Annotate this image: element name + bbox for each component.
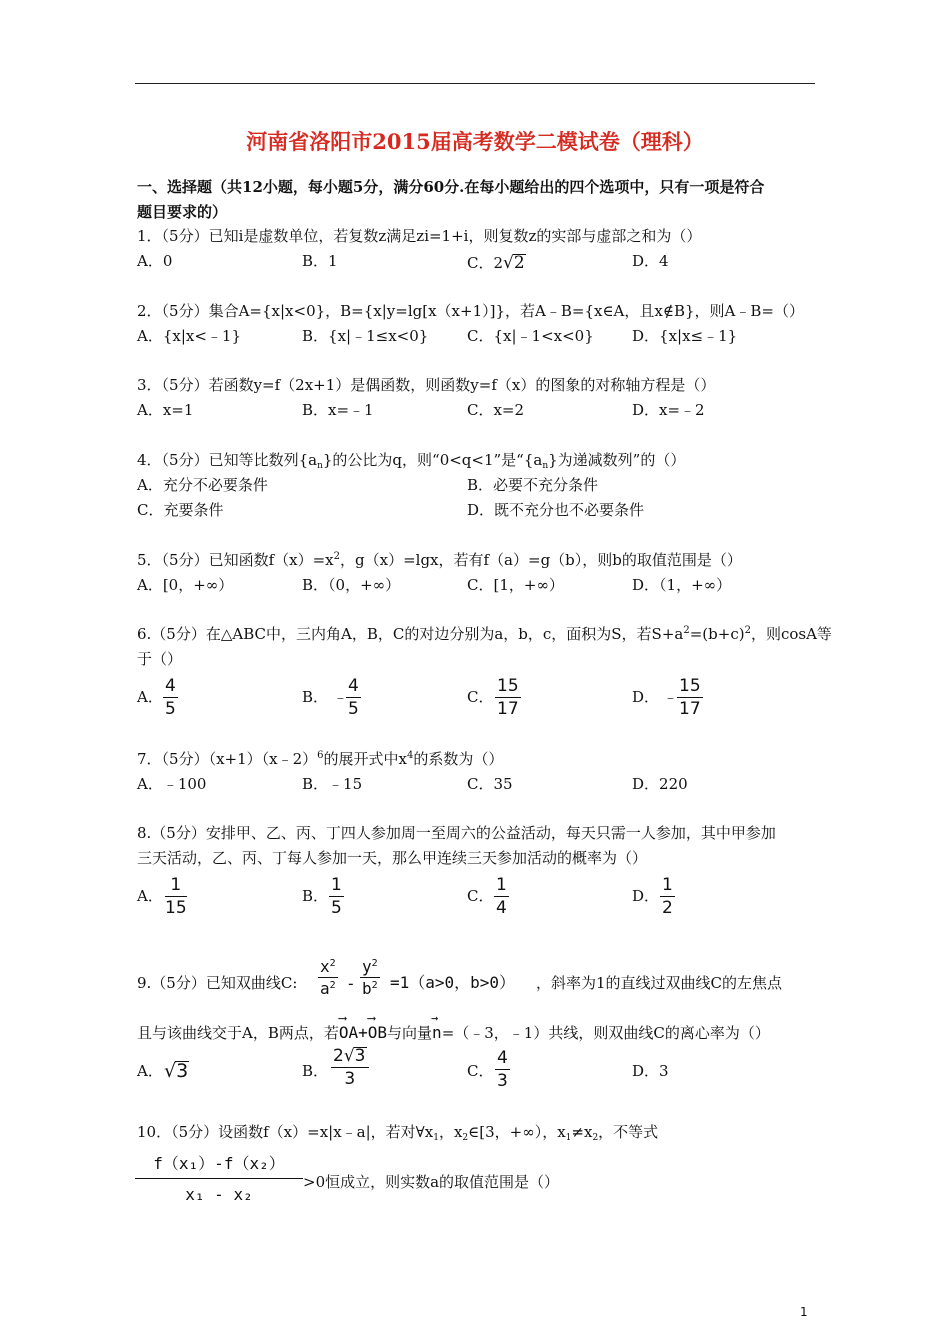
q1-option-a: A．0 [137,252,173,270]
q2-option-b: B．{x|﹣1≤x<0} [302,327,429,345]
q8-option-d-label: D． [632,887,660,905]
q10-mid2: ∈[3，+∞），x [468,1123,566,1141]
q4-option-b: B．必要不充分条件 [467,476,599,494]
q9-f1-sup: 2 [329,958,336,969]
q5-stem-sup: 2 [333,551,341,562]
q4-stem-sub2: n [542,461,549,471]
q10-post1: ，不等式 [598,1123,659,1141]
q10-pre: 10．（5分）设函数f（x）=x|x﹣a|，若对∀x [137,1123,434,1141]
sqrt-symbol: √ [343,1046,355,1066]
q9-option-c-label: C． [467,1062,494,1080]
arrow-over-icon: ⟶ [367,1011,375,1025]
vector-oa [338,1011,359,1042]
q8-b-den: 5 [331,898,342,918]
q9-option-a-value [164,1061,189,1081]
q7-stem-mid: 的展开式中x [323,750,408,768]
q5-stem-post: ，g（x）=lgx，若有f（a）=g（b），则b的取值范围是（） [340,551,742,569]
arrow-over-icon: → [431,1011,439,1025]
vector-n-label: n [432,1023,442,1042]
q4-option-d: D．既不充分也不必要条件 [467,501,645,519]
q8-a-num: 1 [165,877,187,897]
q3-option-b: B．x=﹣1 [302,401,374,419]
q7-option-a: A．﹣100 [137,775,207,793]
q9-f2-den: b [362,979,372,998]
q4-stem-pre: 4．（5分）已知等比数列{a [137,451,318,469]
section-heading-line1: 一、选择题（共12小题，每小题5分，满分60分.在每小题给出的四个选项中，只有一项是符合 [137,178,765,196]
q6-line1-mid: =(b+c) [689,625,745,643]
q5-option-a: A．[0，+∞） [137,576,234,594]
q10-s2: 2 [462,1133,469,1143]
header-rule [135,83,815,84]
q6-stem-line1 [137,627,832,642]
q6-option-c-fraction [495,678,521,718]
sqrt-symbol: √ [164,1060,177,1082]
q9-option-d: D．3 [632,1062,669,1080]
q9-stem-post: ，斜率为1的直线过双曲线C的左焦点 [536,974,783,992]
page-number: 1 [800,1305,808,1319]
vector-oa-label: OA [338,1023,359,1042]
q8-d-den: 2 [662,898,673,918]
q10-s1: 1 [433,1133,439,1143]
arrow-over-icon: ⟶ [338,1011,347,1025]
q2-stem: 2．（5分）集合A={x|x<0}，B={x|y=lg[x（x+1）]}，若A﹣B={x∈A，且x∉B}，则A﹣B=（） [137,302,804,320]
q9-equation-tail: =1（a>0，b>0） [390,973,516,992]
q10-difference-quotient [135,1156,303,1203]
q9-f2-num: y [362,957,372,976]
q7-option-d: D．220 [632,775,688,793]
q7-stem-sup: 6 [317,750,324,761]
q1-option-d: D．4 [632,252,669,270]
q8-c-den: 4 [496,898,507,918]
q6-c-num: 15 [497,676,519,696]
q5-stem-pre: 5．（5分）已知函数f（x）=x [137,551,334,569]
q9-f2-sup: 2 [371,958,378,969]
q9-fraction-x2-a2 [318,959,338,997]
q9-plus: + [358,1023,368,1042]
section-heading-line2: 题目要求的） [137,203,228,221]
q6-b-den: 5 [348,699,359,719]
q1-option-b: B．1 [302,252,338,270]
q5-option-d: D．（1，+∞） [632,576,732,594]
q6-line1-sup2: 2 [744,625,751,636]
q6-d-den: 17 [679,699,701,719]
q10-s3: 1 [565,1133,572,1143]
q9-minus-sign: - [346,974,356,993]
q6-option-d-fraction [677,678,703,718]
q9-line2-post: =（﹣3，﹣1）共线，则双曲线C的离心率为（） [441,1024,770,1042]
q9-option-a-label: A． [137,1062,163,1080]
q7-stem [137,752,503,767]
q6-option-d-label: D． [632,688,660,706]
q3-option-c: C．x=2 [467,401,525,419]
q9-f1-den-sup: 2 [329,980,336,991]
q7-option-b: B．﹣15 [302,775,363,793]
q2-option-c: C．{x|﹣1<x<0} [467,327,594,345]
q1-option-c-radicand: 2 [513,253,525,273]
q9-c-num: 4 [497,1048,508,1068]
q6-option-b-label: B． [302,688,329,706]
q9-option-b-label: B． [302,1062,329,1080]
page-title: 河南省洛阳市2015届高考数学二模试卷（理科） [246,129,704,154]
q9-line2-pre: 且与该曲线交于A，B两点，若 [137,1024,339,1042]
q6-option-b-fraction [346,678,361,718]
q8-option-b-label: B． [302,887,329,905]
vector-n [431,1011,442,1042]
q9-stem-pre: 9.（5分）已知双曲线C: [137,974,298,992]
q8-d-num: 1 [662,875,673,895]
q9-line2 [137,1011,770,1042]
q8-option-d-fraction [660,877,675,917]
q6-option-d-sign: ﹣ [663,688,679,706]
q9-option-b-fraction [331,1047,369,1088]
q4-stem [137,451,686,471]
q9-b-radicand: 3 [354,1046,366,1066]
q8-c-num: 1 [496,875,507,895]
q7-stem-pre: 7．（5分）（x+1）（x﹣2） [137,750,318,768]
q7-stem-sup2: 4 [407,750,414,761]
q10-mid3: ≠x [571,1123,593,1141]
q7-stem-post: 的系数为（） [413,750,504,768]
vector-ob-label: OB [367,1023,388,1042]
q1-stem: 1．（5分）已知i是虚数单位，若复数z满足zi=1+i，则复数z的实部与虚部之和为（） [137,227,702,245]
q4-stem-mid: }的公比为q，则“0<q<1”是“{a [322,451,543,469]
q8-option-a-label: A． [137,887,163,905]
q6-stem-line2: 于（） [137,650,183,668]
q9-fraction-y2-b2 [360,959,380,997]
q10-mid1: ，x [438,1123,463,1141]
q6-c-den: 17 [497,699,519,719]
q10-s4: 2 [592,1133,599,1143]
q8-option-c-fraction [494,877,509,917]
q5-option-b: B．（0，+∞） [302,576,401,594]
q3-stem: 3．（5分）若函数y=f（2x+1）是偶函数，则函数y=f（x）的图象的对称轴方程是（） [137,376,716,394]
q8-option-b-fraction [329,877,344,917]
q1-option-c [467,254,526,272]
q8-b-num: 1 [331,875,342,895]
q8-option-a-fraction [165,877,187,917]
q3-option-d: D．x=﹣2 [632,401,705,419]
sqrt-symbol: √ [503,253,514,273]
q6-line1-post: ，则cosA等 [750,625,832,643]
q6-d-num: 15 [679,676,701,696]
q4-option-a: A．充分不必要条件 [137,476,268,494]
q8-stem-line1: 8.（5分）安排甲、乙、丙、丁四人参加周一至周六的公益活动，每天只需一人参加，其中甲参加 [137,824,776,842]
q9-c-den: 3 [497,1071,508,1091]
q10-frac-den: x₁ - x₂ [185,1185,253,1204]
q10-frac-num: f（x₁）-f（x₂） [135,1156,303,1179]
q6-option-b-sign: ﹣ [333,688,349,706]
q6-a-den: 5 [165,699,176,719]
q5-stem [137,553,742,568]
q9-b-den: 3 [344,1069,356,1089]
q2-option-a: A．{x|x<﹣1} [137,327,242,345]
q8-a-den: 15 [165,898,187,918]
q9-f1-den: a [320,979,330,998]
q6-line1-pre: 6.（5分）在△ABC中，三内角A，B，C的对边分别为a，b，c，面积为S，若S+a [137,625,684,643]
q4-stem-sub: n [317,461,323,471]
q6-option-a-label: A． [137,688,163,706]
q10-stem-post: >0恒成立，则实数a的取值范围是（） [303,1173,560,1191]
q9-f1-num: x [320,957,330,976]
q9-b-coef: 2 [333,1046,344,1066]
q8-stem-line2: 三天活动，乙、丙、丁每人参加一天，那么甲连续三天参加活动的概率为（） [137,849,648,867]
q8-option-c-label: C． [467,887,494,905]
q9-f2-den-sup: 2 [371,980,378,991]
q9-a-radicand: 3 [176,1060,189,1082]
q1-option-c-prefix: C．2 [467,254,504,272]
q4-option-c: C．充要条件 [137,501,224,519]
vector-ob [367,1011,388,1042]
q4-stem-post: }为递减数列”的（） [548,451,686,469]
q9-line2-mid: 与向量 [387,1024,433,1042]
q2-option-d: D．{x|x≤﹣1} [632,327,738,345]
q6-option-a-fraction [163,678,178,718]
q9-option-c-fraction [495,1050,510,1090]
q6-option-c-label: C． [467,688,494,706]
q3-option-a: A．x=1 [137,401,194,419]
q5-option-c: C．[1，+∞） [467,576,564,594]
q6-line1-sup: 2 [683,625,690,636]
q6-a-num: 4 [165,676,176,696]
q10-stem-line1 [137,1123,659,1143]
q6-b-num: 4 [348,676,359,696]
q7-option-c: C．35 [467,775,513,793]
